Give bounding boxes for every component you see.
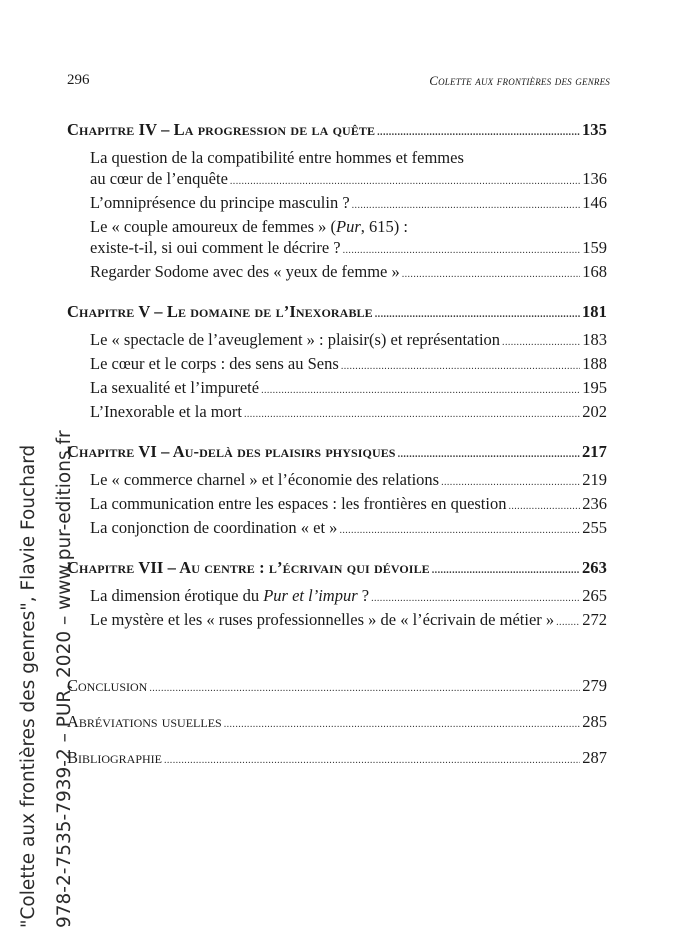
- toc-item-label: Le cœur et le corps : des sens au Sens: [90, 354, 339, 373]
- toc-item[interactable]: [67, 469, 607, 493]
- toc-item[interactable]: [67, 192, 607, 216]
- toc-item-label: La communication entre les espaces : les frontières en question: [90, 494, 507, 513]
- back-matter-title: Abréviations usuelles: [67, 712, 222, 731]
- page-ref: 219: [582, 470, 607, 489]
- back-matter-title: Bibliographie: [67, 748, 162, 767]
- toc-item[interactable]: [67, 261, 607, 285]
- page-ref: 279: [582, 676, 607, 695]
- toc-bibliography[interactable]: [67, 747, 607, 771]
- dot-leader: [398, 444, 580, 465]
- chapter-title: Chapitre VII – Au centre : l’écrivain qui dévoile: [67, 558, 430, 577]
- page-ref: 181: [581, 302, 607, 321]
- dot-leader: [502, 332, 580, 353]
- toc-item-text: ?: [357, 586, 370, 605]
- chapter-title: Chapitre VI – Au-delà des plaisirs physiques: [67, 442, 396, 461]
- dot-leader: [341, 356, 580, 377]
- dot-leader: [432, 560, 580, 581]
- toc-abbreviations[interactable]: [67, 711, 607, 735]
- page-ref: 136: [582, 169, 607, 188]
- page-ref: 272: [582, 610, 607, 629]
- toc-item[interactable]: [67, 237, 607, 261]
- dot-leader: [508, 496, 580, 517]
- toc-item[interactable]: [67, 168, 607, 192]
- toc-item-text: Le « couple amoureux de femmes » (: [90, 217, 337, 236]
- page-ref: 135: [581, 120, 607, 139]
- dot-leader: [164, 750, 580, 771]
- toc-item-text: La dimension érotique du: [90, 586, 264, 605]
- toc-item-label: Le « commerce charnel » et l’économie des relations: [90, 470, 440, 489]
- stamp-title-author: "Colette aux frontières des genres", Flavie Fouchard: [18, 444, 39, 928]
- stamp-isbn-publisher: 978-2-7535-7939-2 – PUR, 2020 – www.pur-editions.fr: [54, 430, 75, 928]
- page-ref: 202: [582, 402, 607, 421]
- dot-leader: [343, 240, 581, 261]
- toc-item-label: L’Inexorable et la mort: [90, 402, 242, 421]
- page-ref: 188: [582, 354, 607, 373]
- toc-item[interactable]: [67, 401, 607, 425]
- toc-item[interactable]: [67, 377, 607, 401]
- page-ref: 255: [582, 518, 607, 537]
- page-ref: 265: [582, 586, 607, 605]
- dot-leader: [402, 264, 581, 285]
- dot-leader: [352, 195, 581, 216]
- page-ref: 263: [581, 558, 607, 577]
- toc-item-italic: Pur: [336, 217, 361, 236]
- page-ref: 183: [582, 330, 607, 349]
- toc-item[interactable]: [67, 609, 607, 633]
- dot-leader: [556, 612, 580, 633]
- page-ref: 146: [582, 193, 607, 212]
- toc-item-label: La conjonction de coordination « et »: [90, 518, 338, 537]
- toc-item-label: existe-t-il, si oui comment le décrire ?: [90, 238, 341, 257]
- back-matter-title: Conclusion: [67, 676, 148, 695]
- toc-item-line: La question de la compatibilité entre hommes et femmes: [90, 148, 464, 167]
- dot-leader: [377, 122, 580, 143]
- toc-item-label: La sexualité et l’impureté: [90, 378, 260, 397]
- toc-item[interactable]: [67, 517, 607, 541]
- dot-leader: [339, 520, 580, 541]
- dot-leader: [224, 714, 581, 735]
- toc-item-label: Le mystère et les « ruses professionnelles » de « l’écrivain de métier »: [90, 610, 555, 629]
- toc-chapter-4[interactable]: [67, 119, 607, 143]
- toc-item-italic: Pur et l’impur: [263, 586, 358, 605]
- toc-item-line: [67, 216, 607, 237]
- dot-leader: [230, 171, 580, 192]
- chapter-title: Chapitre V – Le domaine de l’Inexorable: [67, 302, 373, 321]
- toc-conclusion[interactable]: [67, 675, 607, 699]
- toc-chapter-6[interactable]: [67, 441, 607, 465]
- page-ref: 195: [582, 378, 607, 397]
- page-ref: 285: [582, 712, 607, 731]
- dot-leader: [375, 304, 580, 325]
- running-title: Colette aux frontières des genres: [429, 73, 610, 88]
- toc-item[interactable]: [67, 585, 607, 609]
- page-ref: 287: [582, 748, 607, 767]
- page-ref: 236: [582, 494, 607, 513]
- toc-item-label: Le « spectacle de l’aveuglement » : plaisir(s) et représentation: [90, 330, 501, 349]
- toc-item-label: [90, 585, 369, 606]
- dot-leader: [441, 472, 580, 493]
- dot-leader: [244, 404, 580, 425]
- dot-leader: [149, 678, 580, 699]
- page-ref: 168: [582, 262, 607, 281]
- toc-item-label: L’omniprésence du principe masculin ?: [90, 193, 350, 212]
- table-of-contents: [67, 119, 607, 771]
- page-number: 296: [67, 72, 90, 88]
- toc-item-text: , 615) :: [360, 217, 409, 236]
- dot-leader: [261, 380, 580, 401]
- page-ref: 159: [582, 238, 607, 257]
- toc-item[interactable]: [67, 493, 607, 517]
- toc-chapter-5[interactable]: [67, 301, 607, 325]
- page-ref: 217: [581, 442, 607, 461]
- toc-item-label: au cœur de l’enquête: [90, 169, 228, 188]
- toc-item[interactable]: [67, 353, 607, 377]
- chapter-title: Chapitre IV – La progression de la quête: [67, 120, 376, 139]
- page-header: [67, 72, 610, 94]
- dot-leader: [371, 588, 580, 609]
- toc-item[interactable]: [67, 329, 607, 353]
- toc-item-label: Regarder Sodome avec des « yeux de femme »: [90, 262, 400, 281]
- toc-chapter-7[interactable]: [67, 557, 607, 581]
